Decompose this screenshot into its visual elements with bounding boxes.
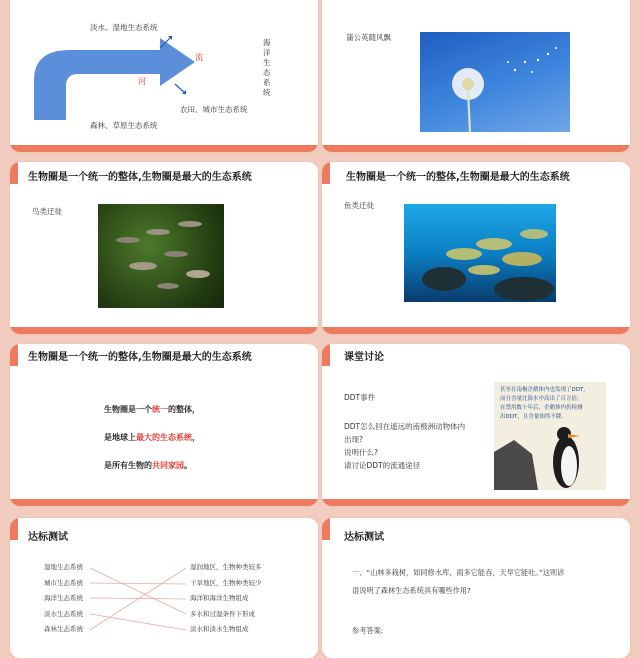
list-item: 森林生态系统 <box>44 625 83 633</box>
slide-accent-bar <box>322 499 630 506</box>
list-item: 干旱地区，生物种类较少 <box>190 578 262 587</box>
slide-accent-bar <box>10 327 318 334</box>
list-item: 多水和过湿条件下形成 <box>190 609 255 618</box>
match-lines <box>10 518 318 658</box>
label-ocean: 海洋生态系统 <box>263 38 271 97</box>
slide-title: 生物圈是一个统一的整体,生物圈是最大的生态系统 <box>28 352 252 363</box>
label-forest: 森林、草原生态系统 <box>90 121 158 130</box>
slide-discussion[interactable] <box>322 344 630 506</box>
dandelion-image <box>420 32 570 132</box>
slide-title: 生物圈是一个统一的整体,生物圈是最大的生态系统 <box>346 172 570 183</box>
list-item: 淡水生态系统 <box>44 609 83 618</box>
summary-line-3: 是所有生物的共同家园。 <box>104 461 192 470</box>
list-item: 海洋和海洋生物组成 <box>190 594 249 602</box>
label-wetland: 淡水、湿地生态系统 <box>90 23 158 32</box>
ddt-event: DDT事件 <box>344 393 376 402</box>
title-accent <box>322 518 330 540</box>
penguin-overlay-text: 甚至在南极企鹅体内也发现了DDT, 而且含量比海水中高出了百万倍。 在禁用数十年后，企鹅体内仍检测 出DDT，且含量始终不降。 <box>500 387 586 420</box>
char-river: 河 <box>138 77 146 86</box>
summary-line-2: 是地球上最大的生态系统， <box>104 433 200 442</box>
title-accent <box>322 162 330 184</box>
slide-question[interactable] <box>322 518 630 658</box>
caption-birds: 鸟类迁徙 <box>32 207 62 216</box>
discussion-questions: DDT怎么回在遥远的南极洲动物体内 出现? 说明什么? 请讨论DDT的流通途径 <box>344 422 466 470</box>
title-accent <box>10 162 18 184</box>
slide-ecosystem-arrow[interactable] <box>10 0 318 152</box>
caption-dandelion: 蒲公英随风飘 <box>346 33 391 42</box>
summary-text <box>104 396 200 480</box>
list-item: 城市生态系统 <box>44 578 83 587</box>
answer-label: 参考答案: <box>352 626 384 635</box>
summary-line-1: 生物圈是一个统一的整体， <box>104 405 200 414</box>
curved-arrow-shape <box>34 38 195 120</box>
slide-title: 课堂讨论 <box>344 352 384 363</box>
description-list <box>190 560 262 638</box>
slide-bird-migration[interactable] <box>10 162 318 334</box>
slide-biosphere-summary[interactable] <box>10 344 318 506</box>
birds-image <box>98 204 224 308</box>
slide-fish-migration[interactable] <box>322 162 630 334</box>
dandelion-photo <box>420 32 570 132</box>
question-line-1: 一、“山林多栽树，如同修水库，雨多它能吞，天旱它能吐。”这则谚 <box>352 568 565 577</box>
list-item: 湿润地区，生物种类较多 <box>190 563 262 571</box>
slide-title: 生物圈是一个统一的整体,生物圈是最大的生态系统 <box>28 172 252 183</box>
slide-accent-bar <box>10 499 318 506</box>
slide-accent-bar <box>322 145 630 152</box>
birds-photo <box>98 204 224 308</box>
slide-matching-test[interactable] <box>10 518 318 658</box>
penguin-photo <box>494 382 606 490</box>
title-accent <box>10 344 18 366</box>
list-item: 湿地生态系统 <box>44 563 83 571</box>
fish-photo <box>404 204 556 302</box>
slide-title: 达标测试 <box>344 532 384 543</box>
slide-title: 达标测试 <box>28 532 68 543</box>
title-accent <box>322 344 330 366</box>
caption-fish: 鱼类迁徙 <box>344 201 374 210</box>
fish-image <box>404 204 556 302</box>
question-line-2: 语说明了森林生态系统具有哪些作用? <box>352 586 471 595</box>
slide-accent-bar <box>322 327 630 334</box>
label-farmland: 农田、城市生态系统 <box>180 105 248 114</box>
list-item: 海洋生态系统 <box>44 594 83 602</box>
slide-dandelion[interactable] <box>322 0 630 152</box>
list-item: 淡水和淡水生物组成 <box>190 625 249 633</box>
char-flow: 流 <box>195 53 203 62</box>
